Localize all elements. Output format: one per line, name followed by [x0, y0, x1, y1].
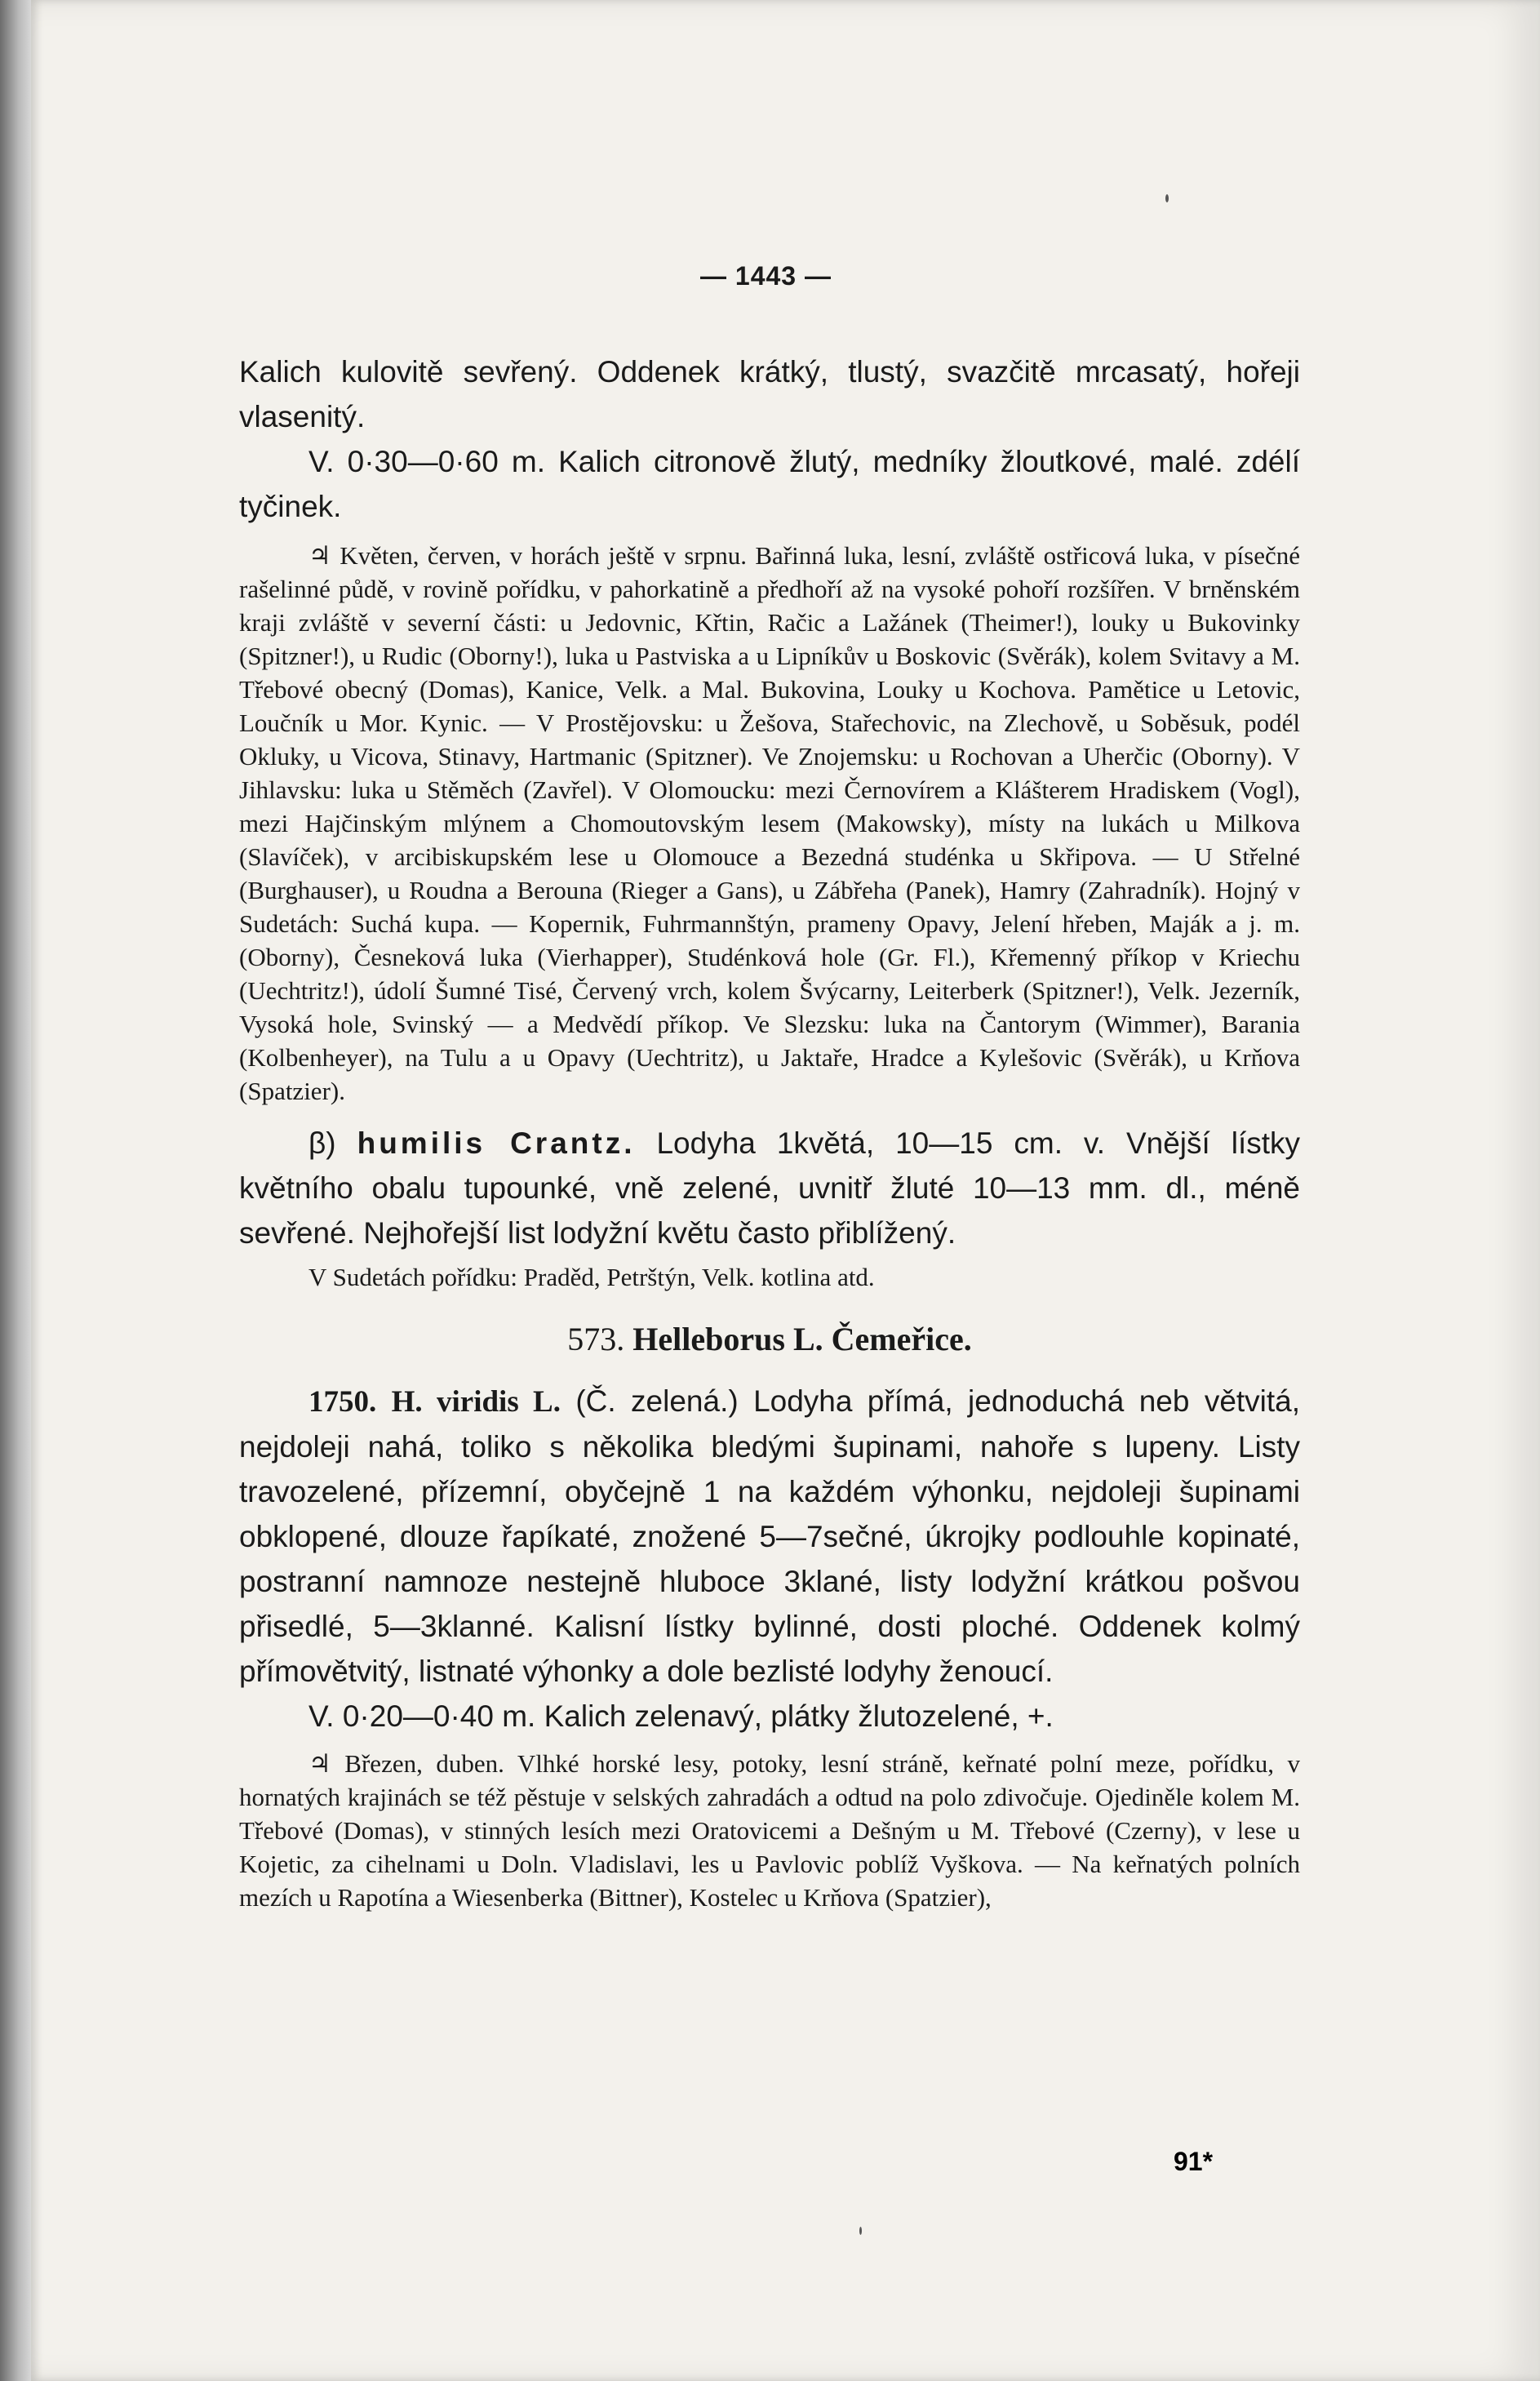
- species-name: H. viridis L.: [391, 1385, 561, 1419]
- intro-description: Kalich kulovitě sevřený. Oddenek krátký, tlustý, svazčitě mrcasatý, hořeji vlasenitý.: [239, 355, 1300, 433]
- variety-name: humilis Crantz.: [357, 1126, 636, 1160]
- variety-label: β): [308, 1126, 336, 1160]
- paper-speck: [859, 2227, 862, 2235]
- species-description: Lodyha přímá, jednoduchá neb větvitá, nejdoleji nahá, toliko s několika bledými šupinami, nahoře s lupeny. Listy travozelené, přízemní, obyčejně 1 na každém výhonku, nejdoleji šupinami obklopené, dlouze řapíkaté, znožené 5—7sečné, úkrojky podlouhle kopinaté, postranní namnoze nestejně hluboce 3klané, listy lodyžní krátkou pošvou přisedlé, 5—3klanné. Kalisní lístky bylinné, dosti ploché. Oddenek kolmý přímovětvitý, listnaté výhonky a dole bezlisté lodyhy ženoucí.: [239, 1384, 1301, 1688]
- habitat-paragraph-3: ♃ Březen, duben. Vlhké horské lesy, potoky, lesní stráně, keřnaté polní meze, pořídku, v hornatých krajinách se též pěstuje v selských zahradách a odtud na polo zdivočuje. Ojediněle kolem M. Třebové (Domas), v stinných lesích mezi Oratovicemi a Dešným u M. Třebové (Czerny), v lese u Kojetic, za cihelnami u Doln. Vladislavi, les u Pavlovic poblíž Vyškova. — Na keřnatých polních mezích u Rapotína a Wiesenberka (Bittner), Kostelec u Krňova (Spatzier),: [239, 1749, 1300, 1912]
- genus-name: Helleborus L.: [632, 1321, 823, 1357]
- habitat-paragraph-1: ♃ Květen, červen, v horách ještě v srpnu. Bařinná luka, lesní, zvláště ostřicová luka, v písečné rašelinné půdě, v rovině pořídku, v pahorkatině a předhoří až na vysoké pohoří rozšířen. V brněnském kraji zvláště v severní části: u Jedovnic, Křtin, Račic a Lažánek (Theimer!), louky u Bukovinky (Spitzner!), u Rudic (Oborny!), luka u Pastviska a u Lipníkův u Boskovic (Svěrák), kolem Svitavy a M. Třebové obecný (Domas), Kanice, Velk. a Mal. Bukovina, Louky u Kochova. Pamětice u Letovic, Loučník u Mor. Kynic. — V Prostějovsku: u Žešova, Stařechovic, na Zlechově, u Soběsuk, podél Okluky, u Vicova, Stinavy, Hartmanic (Spitzner). Ve Znojemsku: u Rochovan a Uherčic (Oborny). V Jihlavsku: luka u Stěměch (Zavřel). V Olomoucku: mezi Černovírem a Klášterem Hradiskem (Vogl), mezi Hajčinským mlýnem a Chomoutovským lesem (Makowsky), místy na lukách u Milkova (Slavíček), v arcibiskupském lese u Olomouce a Bezedná studénka u Skřipova. — U Střelné (Burghauser), u Roudna a Berouna (Rieger a Gans), u Zábřeha (Panek), Hamry (Zahradník). Hojný v Sudetách: Suchá kupa. — Kopernik, Fuhrmannštýn, prameny Opavy, Jelení hřeben, Maják a j. m. (Oborny), Česneková luka (Vierhapper), Studénková hole (Gr. Fl.), Křemenný příkop v Kriechu (Uechtritz!), údolí Šumné Tisé, Červený vrch, kolem Švýcarny, Leiterberk (Spitzner!), Velk. Jezerník, Vysoká hole, Svinský — a Medvědí příkop. Ve Slezsku: luka na Čantorym (Wimmer), Barania (Kolbenheyer), na Tulu a u Opavy (Uechtritz), u Jaktaře, Hradce a Kylešovic (Svěrák), u Krňova (Spatzier).: [239, 541, 1300, 1105]
- species-czech-name: (Č. zelená.): [575, 1384, 739, 1418]
- paper-speck: [1165, 194, 1169, 202]
- intro-size: V. 0·30—0·60 m. Kalich citronově žlutý, medníky žloutkové, malé. zdélí tyčinek.: [239, 445, 1300, 523]
- page-number: — 1443 —: [700, 261, 832, 291]
- genus-czech-name: Čemeřice.: [831, 1321, 972, 1357]
- genus-heading: [239, 1315, 1300, 1364]
- book-page: [31, 0, 1540, 2381]
- species-number: 1750.: [308, 1385, 377, 1419]
- variety-paragraph: [239, 1121, 1300, 1255]
- page-content: [239, 260, 1300, 1914]
- species-paragraph: [239, 1379, 1300, 1694]
- page-binding-edge: [0, 0, 31, 2381]
- habitat-paragraph-2: V Sudetách pořídku: Praděd, Petrštýn, Velk. kotlina atd.: [308, 1263, 875, 1291]
- printer-signature: 91*: [1174, 2147, 1214, 2176]
- genus-number: 573.: [567, 1321, 625, 1357]
- species-size: V. 0·20—0·40 m. Kalich zelenavý, plátky žlutozelené, +.: [308, 1699, 1054, 1733]
- variety-text: Lodyha 1květá, 10—15 cm. v. Vnější lístky květního obalu tupounké, vně zelené, uvnitř žluté 10—13 mm. dl., méně sevřené. Nejhořejší list lodyžní květu často přiblížený.: [239, 1126, 1301, 1250]
